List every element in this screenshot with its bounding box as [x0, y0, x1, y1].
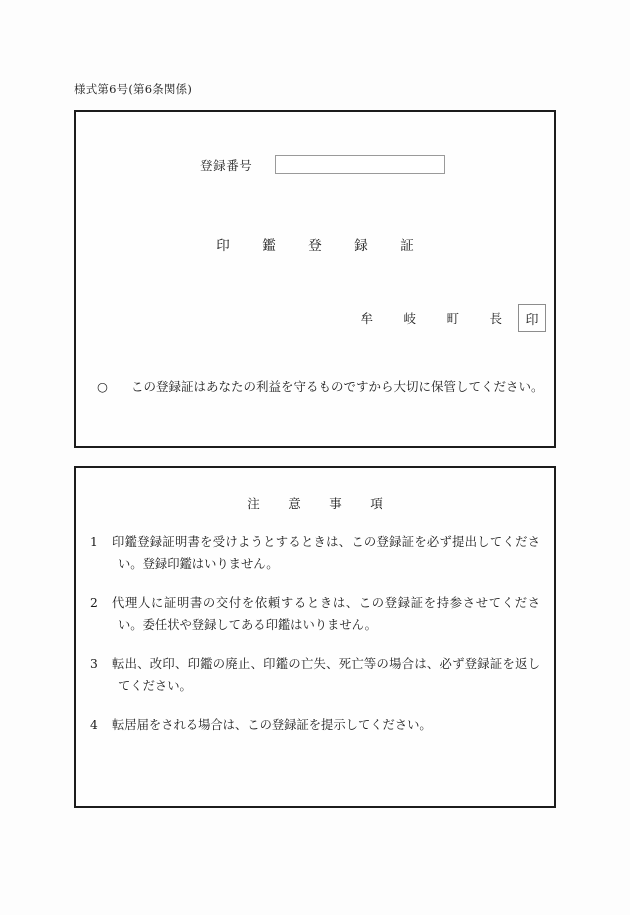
notice-item-list [90, 531, 540, 753]
notice-title: 注 意 事 項 [247, 496, 391, 511]
form-number-label: 様式第6号(第6条関係) [74, 82, 193, 96]
notice-item-number: 4 [90, 718, 98, 732]
issuer-row [351, 304, 546, 332]
registration-number-input[interactable] [275, 155, 445, 174]
notice-box [74, 466, 556, 808]
notice-item-text: 転出、改印、印鑑の廃止、印鑑の亡失、死亡等の場合は、必ず登録証を返してください。 [112, 657, 540, 693]
notice-item [90, 714, 540, 736]
certificate-note [97, 377, 544, 395]
notice-item [90, 653, 540, 697]
registration-number-row [200, 155, 445, 174]
notice-item [90, 531, 540, 575]
registration-number-label: 登録番号 [200, 157, 253, 173]
circle-bullet-icon: ○ [97, 379, 108, 394]
certificate-note-text: この登録証はあなたの利益を守るものですから大切に保管してください。 [131, 379, 544, 394]
notice-item-text: 代理人に証明書の交付を依頼するときは、この登録証を持参させてください。委任状や登録してある印鑑はいりません。 [112, 596, 540, 632]
notice-item-text: 印鑑登録証明書を受けようとするときは、この登録証を必ず提出してください。登録印鑑はいりません。 [112, 535, 540, 571]
certificate-title: 印 鑑 登 録 証 [216, 238, 424, 254]
certificate-box [74, 110, 556, 448]
notice-item [90, 592, 540, 636]
issuer-name: 牟 岐 町 長 [360, 311, 511, 326]
notice-item-text: 転居届をされる場合は、この登録証を提示してください。 [112, 718, 432, 732]
notice-item-number: 2 [90, 596, 98, 610]
seal-stamp-box: 印 [518, 304, 546, 332]
notice-item-number: 1 [90, 535, 98, 549]
notice-item-number: 3 [90, 657, 98, 671]
